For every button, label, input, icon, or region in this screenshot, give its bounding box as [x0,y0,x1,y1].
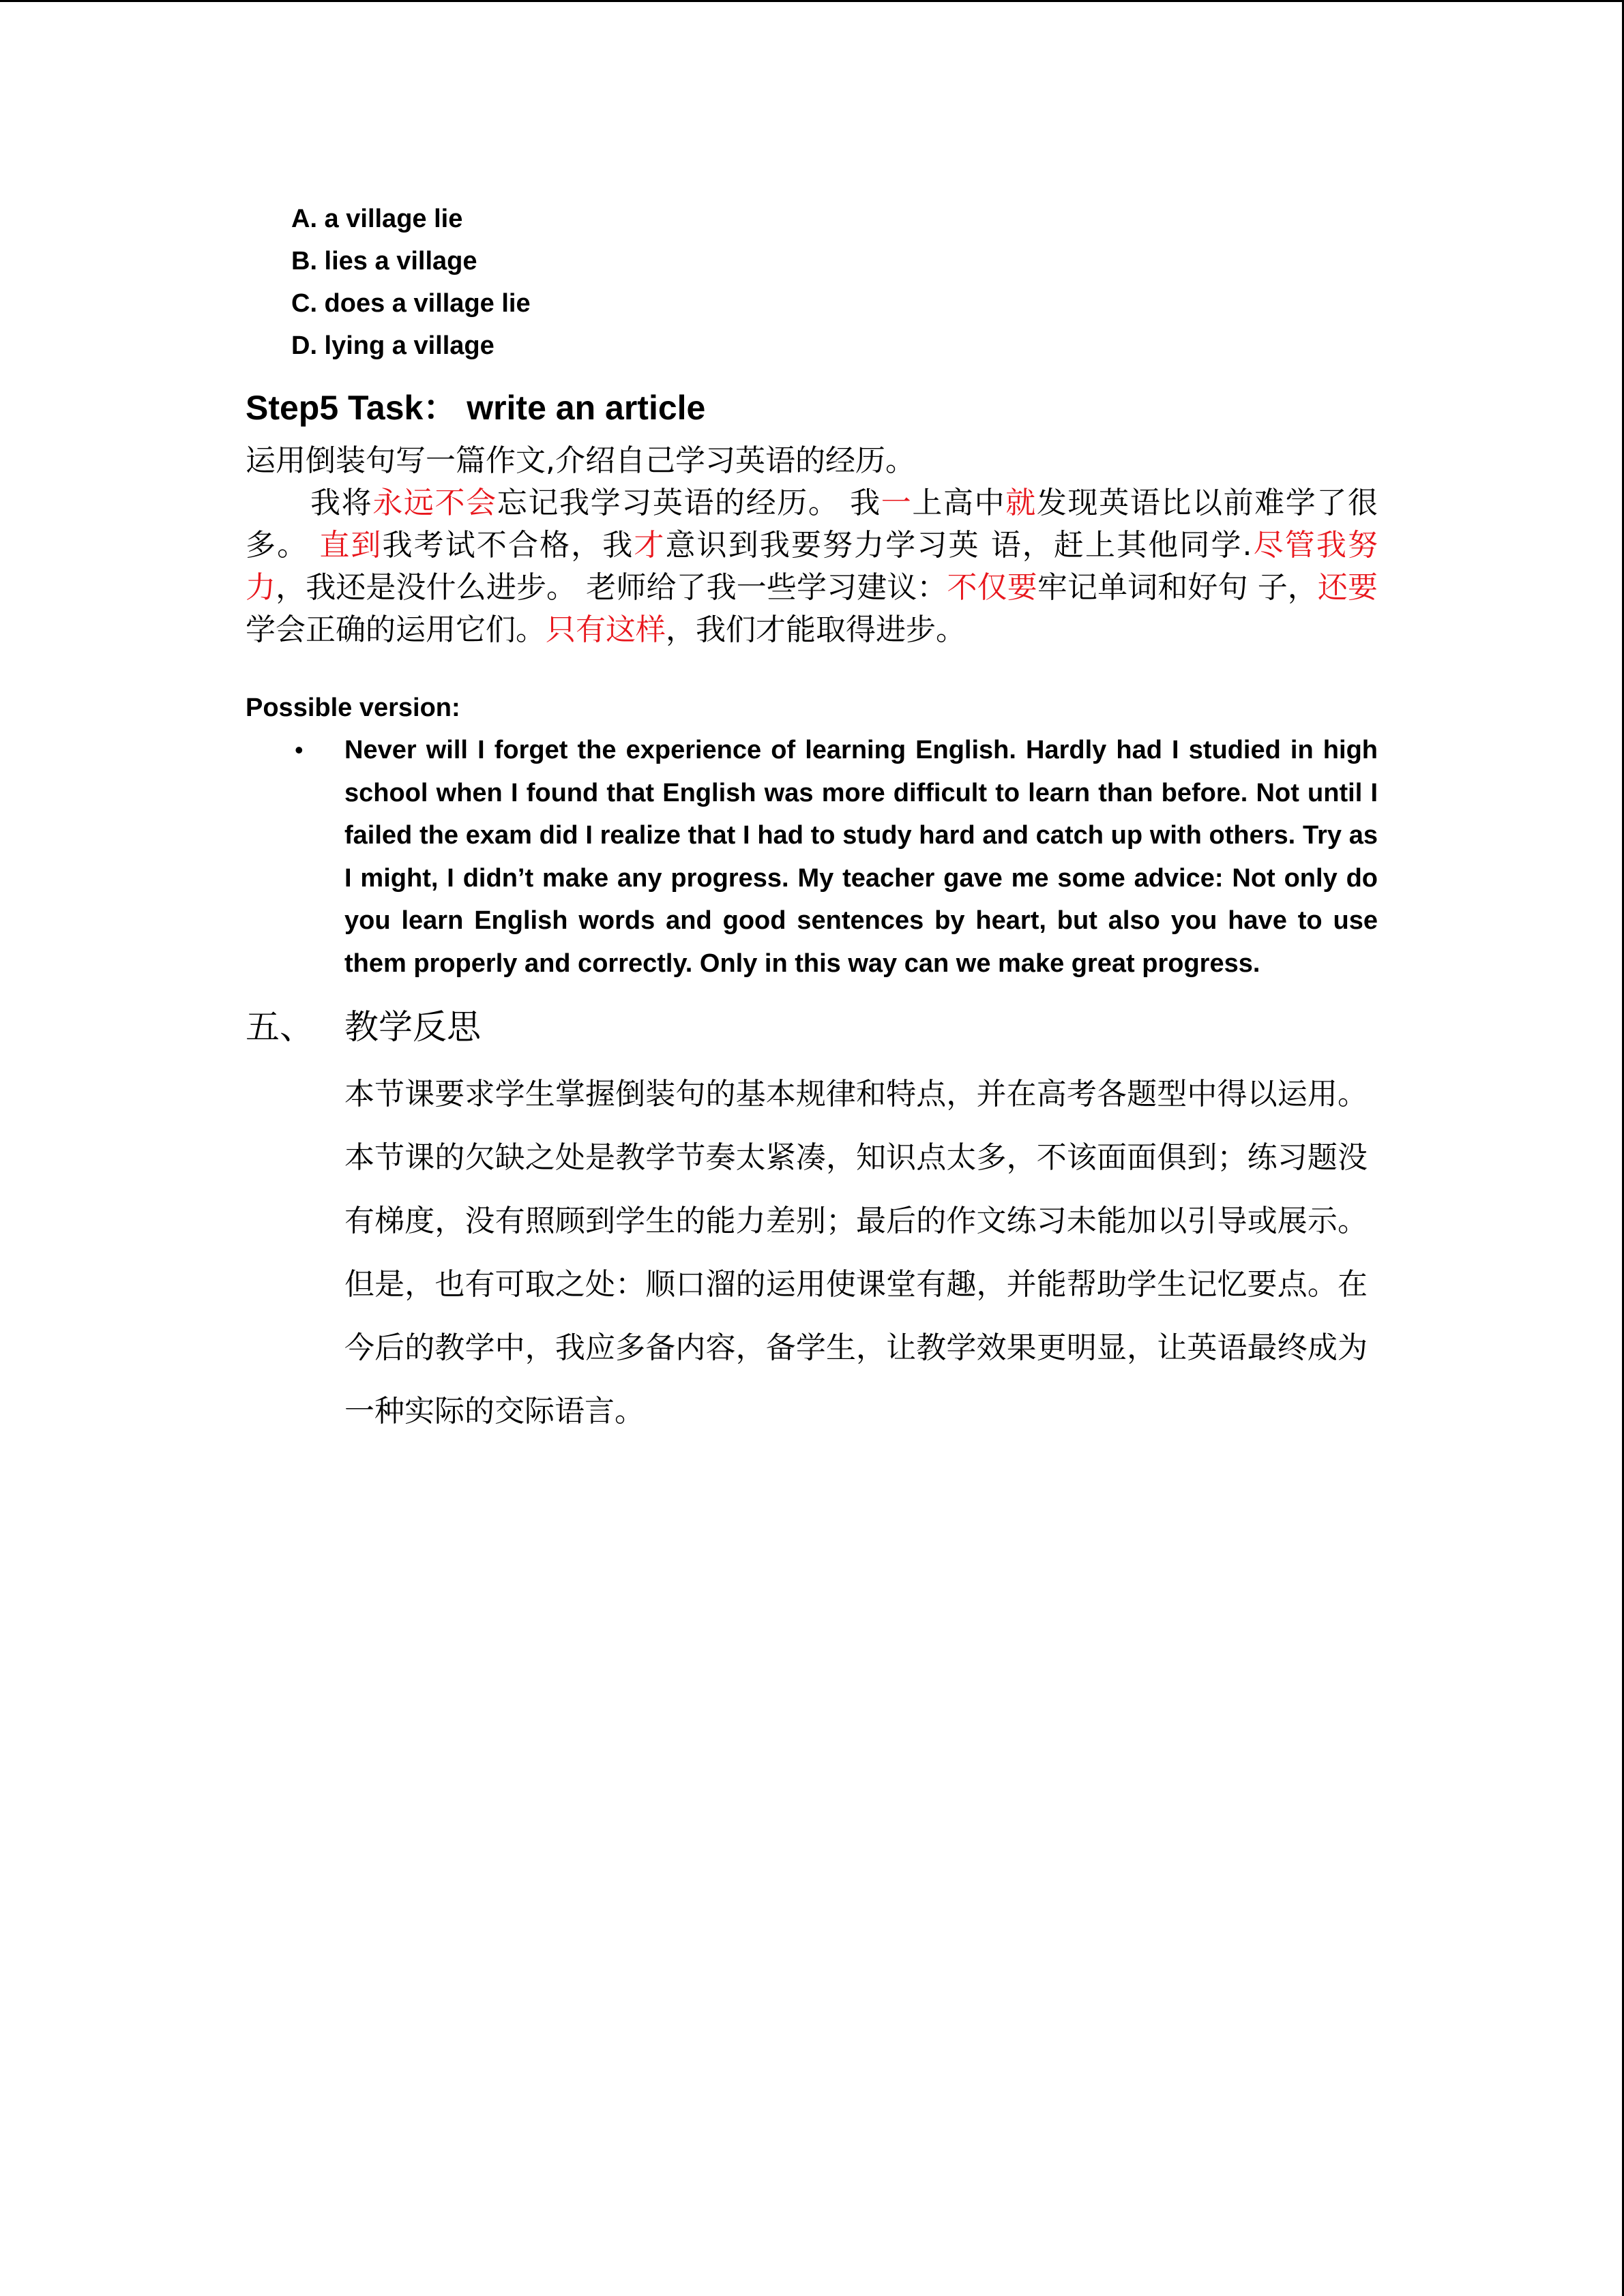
page-border-top [0,0,1624,2]
paragraph-text: 忘记我学习英语的经历。 我 [497,486,881,520]
paragraph-text: ，我们才能取得进步。 [666,612,966,647]
step5-heading: Step5 Task： write an article [246,389,706,427]
task-paragraph [246,482,1378,651]
option-b: B. lies a village [291,247,477,275]
highlighted-phrase: 只有这样 [546,612,666,647]
paragraph-text: 我将 [310,486,373,520]
paragraph-text: 上高中 [912,486,1006,520]
option-a: A. a village lie [291,205,463,233]
possible-version-block [246,729,1378,985]
possible-version-label: Possible version: [246,694,460,722]
highlighted-phrase: 还要 [1317,570,1378,605]
task-intro: 运用倒装句写一篇作文,介绍自己学习英语的经历。 [246,443,915,478]
section-heading [246,1000,1378,1054]
option-d: D. lying a village [291,331,494,360]
answer-options [291,198,1378,367]
bullet-icon: • [295,736,304,764]
paragraph-text: ，我还是没什么进步。 老师给了我一些学习建议： [276,570,947,605]
highlighted-phrase: 一 [881,486,913,520]
section-number: 五、 [246,1007,314,1047]
highlighted-phrase: 永远不会 [372,486,497,520]
paragraph-text: 牢记单词和好句 子， [1037,570,1318,605]
paragraph-text: 我考试不合格，我 [382,528,634,563]
highlighted-phrase: 才 [634,528,666,563]
reflection-paragraph: 本节课要求学生掌握倒装句的基本规律和特点，并在高考各题型中得以运用。本节课的欠缺之处是教学节奏太紧凑，知识点太多，不该面面俱到；练习题没有梯度，没有照顾到学生的能力差别；最后的作文练习未能加以引导或展示。但是，也有可取之处：顺口溜的运用使课堂有趣，并能帮助学生记忆要点。在今后的教学中，我应多备内容，备学生，让教学效果更明显，让英语最终成为一种实际的交际语言。 [344,1077,1368,1429]
paragraph-text: 意识到我要努力学习英 语，赶上其他同学. [665,528,1252,563]
possible-version-text: Never will I forget the experience of learning English. Hardly had I studied in high school when I found that English was more difficult to learn than before. Not until I failed the exam did I realize that I had to study hard and catch up with others. Try as I might, I didn’t make any progress. My teacher gave me some advice: Not only do you learn English words and good sentences by heart, but also you have to use them properly and correctly. Only in this way can we make great progress. [344,736,1378,978]
highlighted-phrase: 直到 [319,528,383,563]
highlighted-phrase: 尽管我努力 [246,528,1378,605]
option-c: C. does a village lie [291,289,531,318]
highlighted-phrase: 不仅要 [947,570,1037,605]
paragraph-text: 发现英语比以前难学了很多。 [246,486,1378,563]
document-content [246,198,1378,1443]
paragraph-text: 学会正确的运用它们。 [246,612,546,647]
section-title: 教学反思 [344,1007,481,1047]
highlighted-phrase: 就 [1005,486,1037,520]
